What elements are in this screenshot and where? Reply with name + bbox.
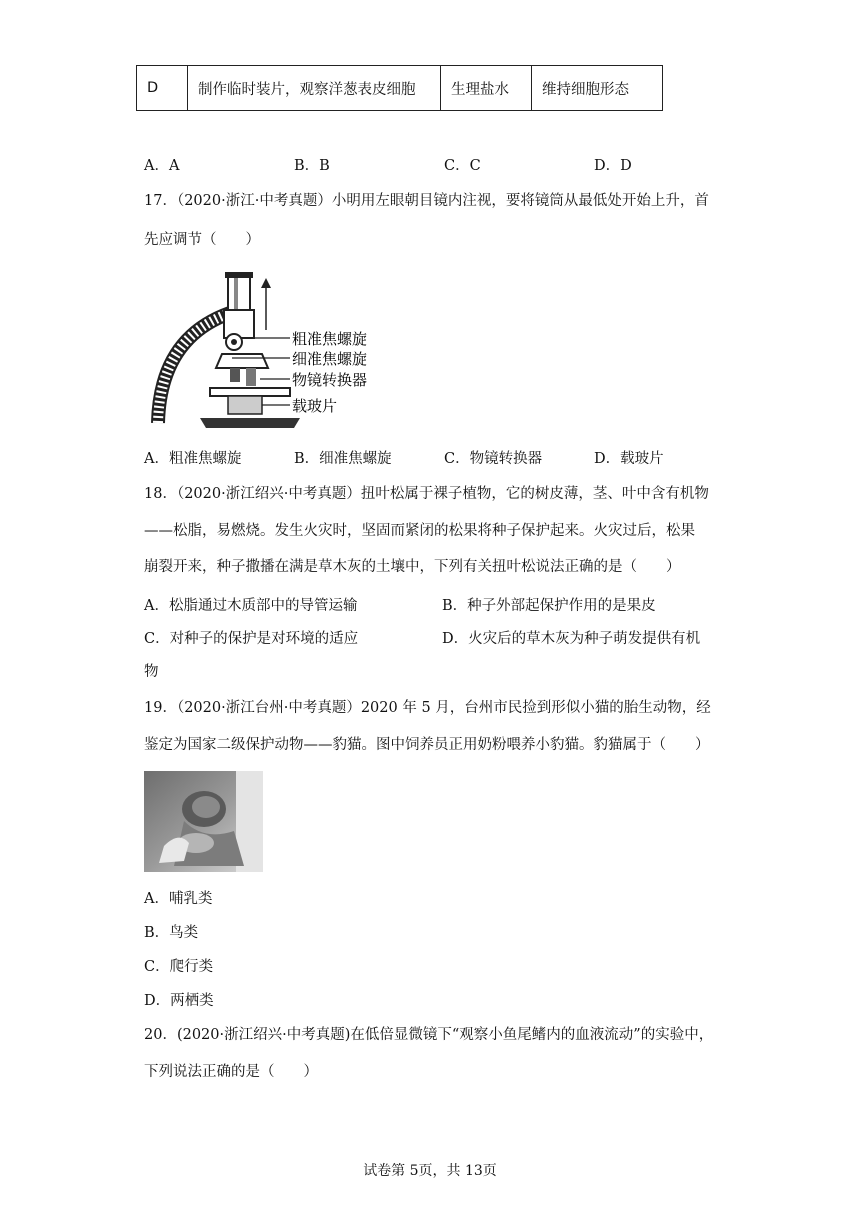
q17-option-a[interactable]: A．粗准焦螺旋 (144, 451, 242, 467)
label-slide: 载玻片 (292, 397, 338, 415)
q19-option-c[interactable]: C．爬行类 (144, 959, 214, 975)
q19-stem-line2: 鉴定为国家二级保护动物——豹猫。图中饲养员正用奶粉喂养小豹猫。豹猫属于（ ） (144, 737, 710, 753)
table-cell-purpose: 维持细胞形态 (532, 66, 663, 111)
q18-option-d-continued: 物 (144, 664, 159, 680)
q16-option-b[interactable]: B．B (294, 158, 330, 174)
microscope-figure (150, 268, 400, 430)
label-coarse-focus: 粗准焦螺旋 (292, 330, 368, 348)
table-row (137, 66, 663, 111)
q17-stem-line2: 先应调节（ ） (144, 232, 260, 248)
options-table (136, 65, 663, 111)
q18-option-c[interactable]: C．对种子的保护是对环境的适应 (144, 631, 359, 647)
q19-stem-line1: 19．（2020·浙江台州·中考真题）2020 年 5 月，台州市民捡到形似小猫的胎生动物，经 (144, 700, 711, 716)
label-fine-focus: 细准焦螺旋 (292, 350, 368, 368)
q18-option-b[interactable]: B．种子外部起保护作用的是果皮 (442, 598, 656, 614)
q16-option-a[interactable]: A．A (144, 158, 180, 174)
q18-stem-line2: ——松脂，易燃烧。发生火灾时，坚固而紧闭的松果将种子保护起来。火灾过后，松果 (144, 523, 695, 539)
q20-stem-line2: 下列说法正确的是（ ） (144, 1064, 318, 1080)
q19-option-a[interactable]: A．哺乳类 (144, 891, 213, 907)
q20-stem-line1: 20．(2020·浙江绍兴·中考真题)在低倍显微镜下“观察小鱼尾鳍内的血液流动”的实验中， (144, 1027, 714, 1043)
table-cell-reagent: 生理盐水 (441, 66, 532, 111)
page-footer: 试卷第 5页，共 13页 (363, 1163, 497, 1179)
q17-option-c[interactable]: C．物镜转换器 (444, 451, 543, 467)
q16-option-c[interactable]: C．C (444, 158, 481, 174)
q19-option-d[interactable]: D．两栖类 (144, 993, 214, 1009)
q17-stem-line1: 17．（2020·浙江·中考真题）小明用左眼朝目镜内注视，要将镜筒从最低处开始上升，首 (144, 193, 709, 209)
leopard-cat-photo (144, 771, 263, 872)
q18-stem-line3: 崩裂开来，种子撒播在满是草木灰的土壤中，下列有关扭叶松说法正确的是（ ） (144, 559, 681, 575)
table-cell-option: D (137, 66, 188, 111)
q19-option-b[interactable]: B．鸟类 (144, 925, 199, 941)
q16-option-d[interactable]: D．D (594, 158, 632, 174)
q18-option-a[interactable]: A．松脂通过木质部中的导管运输 (144, 598, 358, 614)
q17-option-b[interactable]: B．细准焦螺旋 (294, 451, 392, 467)
table-cell-operation: 制作临时装片，观察洋葱表皮细胞 (188, 66, 441, 111)
q18-stem-line1: 18．（2020·浙江绍兴·中考真题）扭叶松属于裸子植物，它的树皮薄，茎、叶中含有机物 (144, 486, 709, 502)
label-nosepiece: 物镜转换器 (292, 371, 368, 389)
q17-option-d[interactable]: D．载玻片 (594, 451, 664, 467)
q18-option-d[interactable]: D．火灾后的草木灰为种子萌发提供有机 (442, 631, 701, 647)
